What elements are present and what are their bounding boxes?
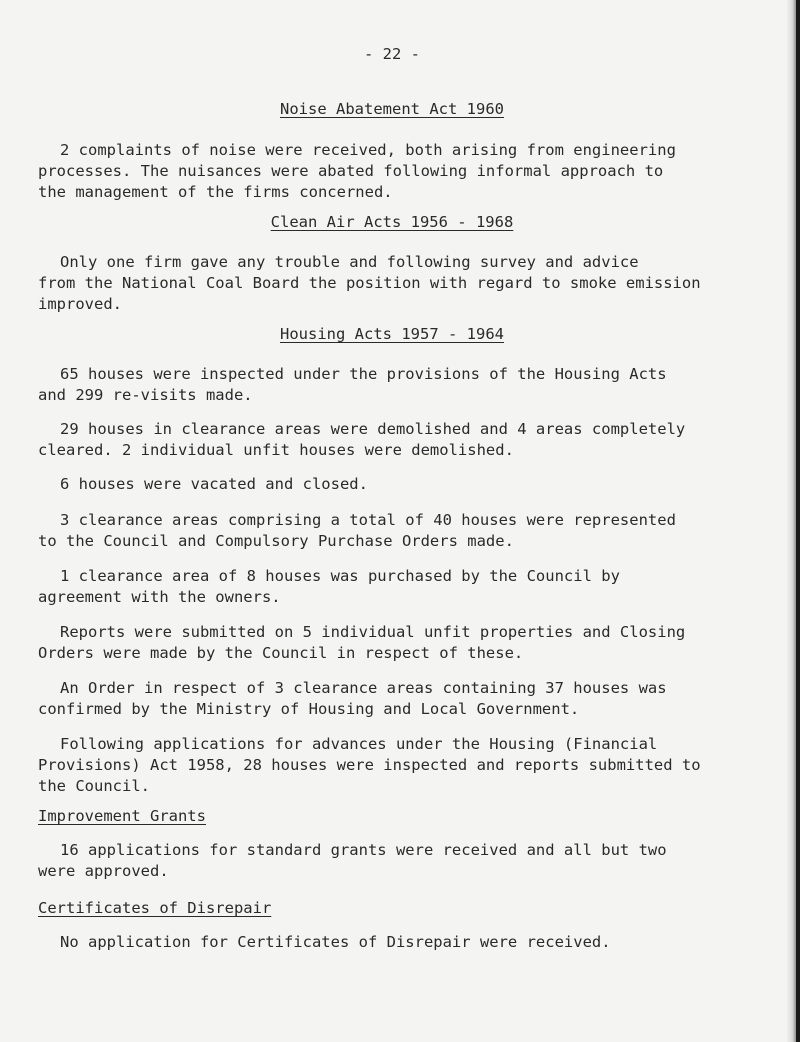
housing-p7-line-1: An Order in respect of 3 clearance areas containing 37 houses was xyxy=(60,679,667,697)
housing-p5-line-2: agreement with the owners. xyxy=(38,588,281,606)
housing-p2-line-1: 29 houses in clearance areas were demolished and 4 areas completely xyxy=(60,420,686,438)
disrepair-line-1: No application for Certificates of Disrepair were received. xyxy=(60,933,611,951)
page-edge-border xyxy=(796,0,800,1042)
housing-p4-line-1: 3 clearance areas comprising a total of 40 houses were represented xyxy=(60,511,676,529)
noise-line-1: 2 complaints of noise were received, both arising from engineering xyxy=(60,141,676,159)
housing-p8-line-2: Provisions) Act 1958, 28 houses were inspected and reports submitted to xyxy=(38,756,701,774)
housing-p6-line-2: Orders were made by the Council in respect of these. xyxy=(38,644,524,662)
clean-air-heading: Clean Air Acts 1956 - 1968 xyxy=(270,213,514,231)
housing-p1-line-1: 65 houses were inspected under the provisions of the Housing Acts xyxy=(60,365,667,383)
housing-p4-line-2: to the Council and Compulsory Purchase Orders made. xyxy=(38,532,514,550)
clean-air-line-3: improved. xyxy=(38,295,122,313)
housing-p1-line-2: and 299 re-visits made. xyxy=(38,386,253,404)
housing-p7-line-2: confirmed by the Ministry of Housing and Local Government. xyxy=(38,700,580,718)
housing-p2-line-2: cleared. 2 individual unfit houses were demolished. xyxy=(38,441,514,459)
improvement-heading: Improvement Grants xyxy=(38,807,206,825)
improvement-line-1: 16 applications for standard grants were received and all but two xyxy=(60,841,667,859)
clean-air-line-2: from the National Coal Board the position with regard to smoke emission xyxy=(38,274,701,292)
improvement-line-2: were approved. xyxy=(38,862,169,880)
housing-p8-line-3: the Council. xyxy=(38,777,150,795)
housing-p5-line-1: 1 clearance area of 8 houses was purchased by the Council by xyxy=(60,567,620,585)
disrepair-heading: Certificates of Disrepair xyxy=(38,899,272,917)
noise-line-3: the management of the firms concerned. xyxy=(38,183,393,201)
housing-p8-line-1: Following applications for advances under the Housing (Financial xyxy=(60,735,658,753)
noise-heading: Noise Abatement Act 1960 xyxy=(280,100,504,118)
housing-p3-line-1: 6 houses were vacated and closed. xyxy=(60,475,368,493)
noise-line-2: processes. The nuisances were abated following informal approach to xyxy=(38,162,664,180)
clean-air-line-1: Only one firm gave any trouble and following survey and advice xyxy=(60,253,639,271)
housing-p6-line-1: Reports were submitted on 5 individual unfit properties and Closing xyxy=(60,623,686,641)
housing-heading: Housing Acts 1957 - 1964 xyxy=(280,325,504,343)
page-number: - 22 - xyxy=(364,45,420,63)
